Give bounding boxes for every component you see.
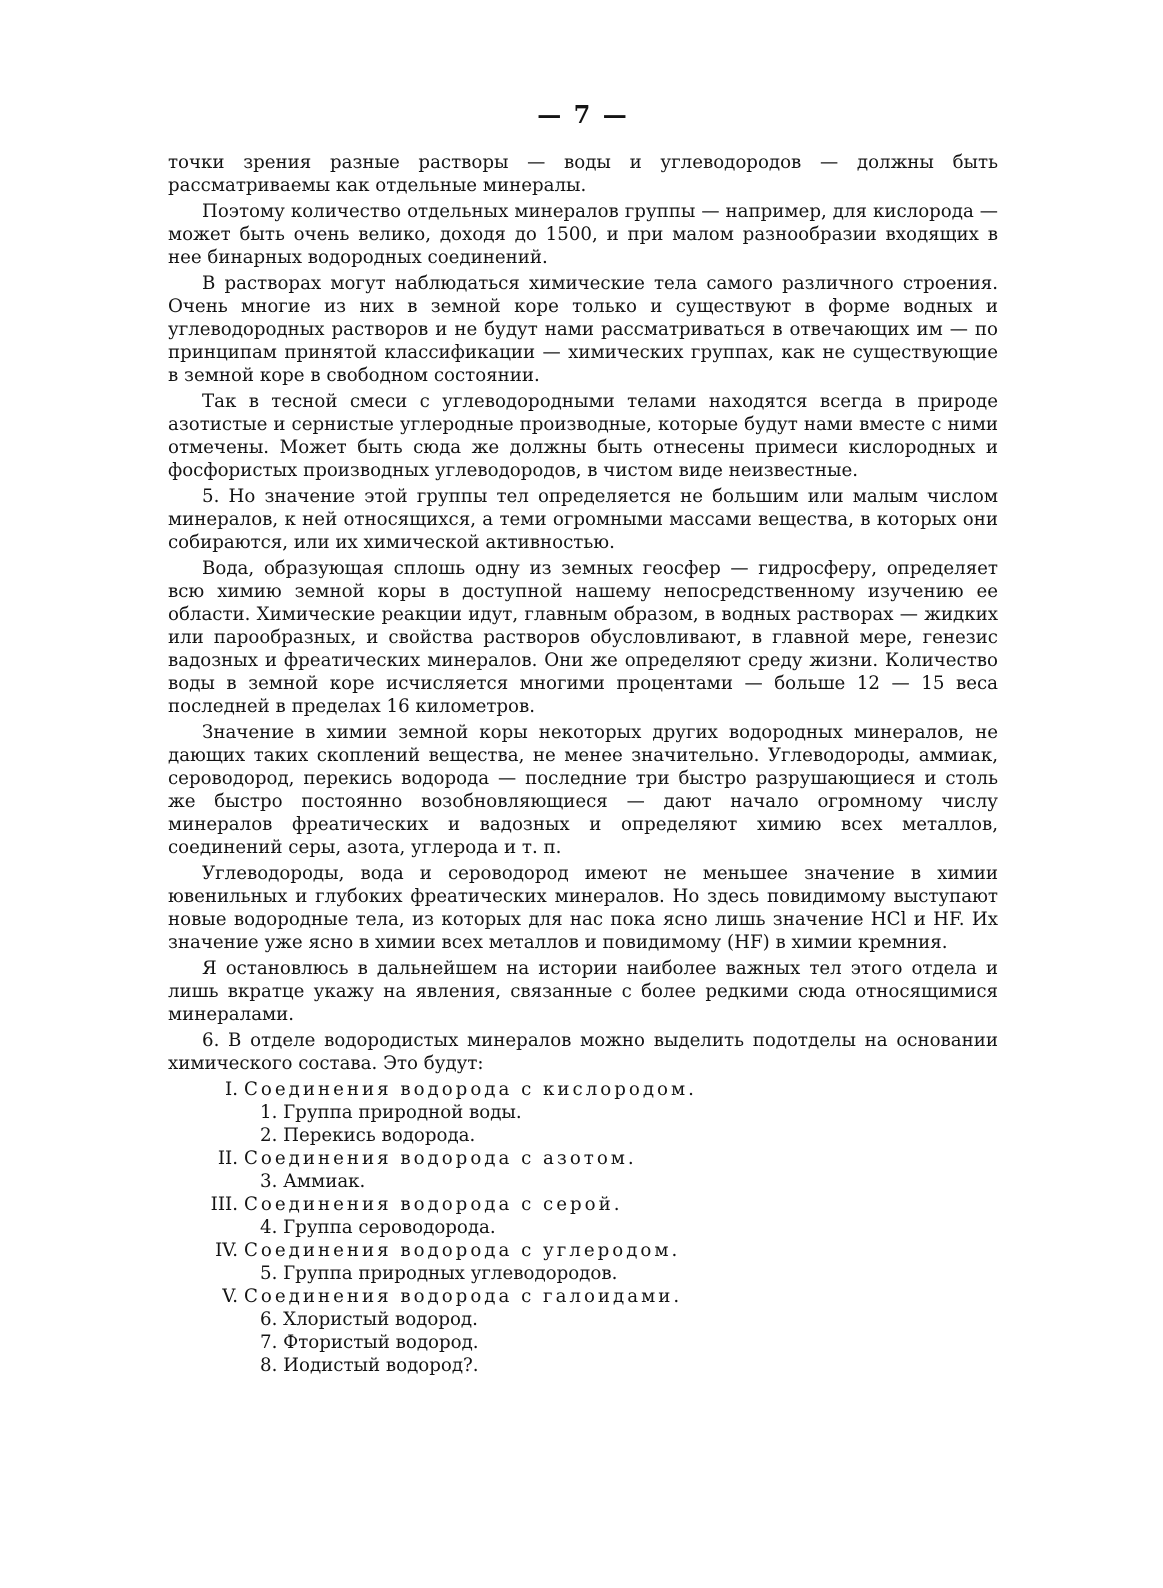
section-heading (168, 1285, 998, 1308)
section-heading (168, 1239, 998, 1262)
list-item: 4. Группа сероводорода. (260, 1217, 496, 1238)
list-item: 8. Иодистый водород?. (260, 1355, 479, 1376)
section-4 (168, 1239, 998, 1285)
paragraph-2: Поэтому количество отдельных минералов группы — например, для кислорода — может быть очень велико, доходя до 1500, и при малом разнообразии входящих в нее бинарных водородных соединений. (168, 201, 998, 268)
section-title: Соединения водорода с серой. (244, 1194, 623, 1215)
document-page (168, 100, 998, 1377)
paragraph-7: Значение в химии земной коры некоторых других водородных минералов, не дающих таких скоплений вещества, не менее значительно. Углеводороды, аммиак, сероводород, перекись водорода — последние три быстро разрушающиеся и столь же быстро постоянно возобновляющиеся — дают начало огромному числу минералов фреатических и вадозных и определяют химию всех металлов, соединений серы, азота, углерода и т. п. (168, 722, 998, 858)
section-heading (168, 1147, 998, 1170)
paragraph-5: 5. Но значение этой группы тел определяется не большим или малым числом минералов, к ней относящихся, а теми огромными массами вещества, в которых они собираются, или их химической активностью. (168, 486, 998, 553)
section-number: II. (217, 1148, 238, 1169)
paragraph-6: Вода, образующая сплошь одну из земных геосфер — гидросферу, определяет всю химию земной коры в доступной нашему непосредственному изучению ее области. Химические реакции идут, главным образом, в водных растворах — жидких или парообразных, и свойства растворов обусловливают, в главной мере, генезис вадозных и фреатических минералов. Они же определяют среду жизни. Количество воды в земной коре исчисляется многими процентами — больше 12 — 15 веса последней в пределах 16 километров. (168, 558, 998, 717)
section-title: Соединения водорода с галоидами. (244, 1286, 683, 1307)
section-number: IV. (215, 1240, 238, 1261)
paragraph-8: Углеводороды, вода и сероводород имеют не меньшее значение в химии ювенильных и глубоких фреатических минералов. Но здесь повидимому выступают новые водородные тела, из которых для нас пока ясно лишь значение HCl и HF. Их значение уже ясно в химии всех металлов и повидимому (HF) в химии кремния. (168, 863, 998, 953)
section-heading (168, 1193, 998, 1216)
section-2 (168, 1147, 998, 1193)
body-text (168, 151, 998, 1075)
section-heading (168, 1078, 998, 1101)
section-title: Соединения водорода с кислородом. (244, 1079, 697, 1100)
paragraph-10: 6. В отделе водородистых минералов можно выделить подотделы на основании химического состава. Это будут: (168, 1030, 998, 1074)
paragraph-3: В растворах могут наблюдаться химические тела самого различного строения. Очень многие из них в земной коре только и существуют в форме водных и углеводородных растворов и не будут нами рассматриваться в отвечающих им — по принципам принятой классификации — химических группах, как не существующие в земной коре в свободном состоянии. (168, 273, 998, 386)
paragraph-4: Так в тесной смеси с углеводородными телами находятся всегда в природе азотистые и сернистые углеродные производные, которые будут нами вместе с ними отмечены. Может быть сюда же должны быть отнесены примеси кислородных и фосфористых производных углеводородов, в чистом виде неизвестные. (168, 391, 998, 481)
section-5 (168, 1285, 998, 1377)
section-3 (168, 1193, 998, 1239)
paragraph-9: Я остановлюсь в дальнейшем на истории наиболее важных тел этого отдела и лишь вкратце укажу на явления, связанные с более редкими сюда относящимися минералами. (168, 958, 998, 1025)
list-item: 2. Перекись водорода. (260, 1125, 476, 1146)
list-item: 7. Фтористый водород. (260, 1332, 479, 1353)
list-item: 5. Группа природных углеводородов. (260, 1263, 618, 1284)
section-number: V. (222, 1286, 238, 1307)
classification-list (168, 1078, 998, 1377)
section-title: Соединения водорода с азотом. (244, 1148, 637, 1169)
section-number: III. (210, 1194, 238, 1215)
paragraph-1: точки зрения разные растворы — воды и углеводородов — должны быть рассматриваемы как отдельные минералы. (168, 152, 998, 196)
list-item: 3. Аммиак. (260, 1171, 366, 1192)
section-1 (168, 1078, 998, 1147)
section-number: I. (225, 1079, 238, 1100)
list-item: 6. Хлористый водород. (260, 1309, 478, 1330)
section-title: Соединения водорода с углеродом. (244, 1240, 681, 1261)
page-number: — 7 — (537, 100, 629, 129)
list-item: 1. Группа природной воды. (260, 1102, 522, 1123)
